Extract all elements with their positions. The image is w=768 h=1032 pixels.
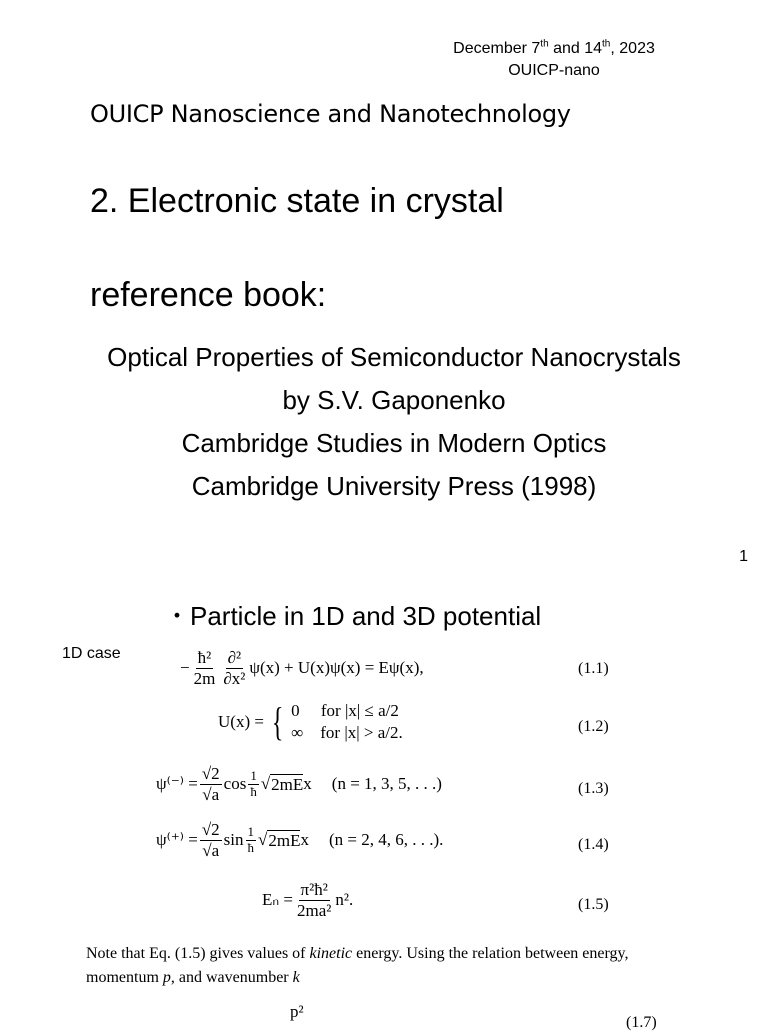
eq-fraction: $\frac{√2}{√a}$ bbox=[201, 820, 220, 860]
sqrt-body: 2mE bbox=[271, 774, 304, 794]
eq-lhs: U(x) = bbox=[218, 712, 264, 731]
eq-lhs: Eₙ = bbox=[262, 890, 293, 910]
eq-sign: − bbox=[180, 658, 190, 678]
case-label: 1D case bbox=[62, 645, 121, 662]
equation-number: (1.3) bbox=[578, 780, 609, 797]
sqrt-sign: √ bbox=[260, 774, 271, 794]
org-line: OUICP-nano bbox=[508, 62, 600, 79]
reference-line: Cambridge Studies in Modern Optics bbox=[181, 428, 607, 458]
eq-fraction: $\frac{1}{ħ}$ bbox=[247, 823, 254, 855]
eq-var: x bbox=[303, 774, 312, 794]
equation-number: (1.7) bbox=[626, 1014, 657, 1031]
eq-fraction: $\frac{\text{ħ²}}{2m}$ bbox=[193, 648, 216, 688]
reference-book bbox=[0, 336, 768, 508]
reference-line: Optical Properties of Semiconductor Nanocrystals bbox=[107, 342, 681, 372]
eq-rhs: n². bbox=[335, 890, 354, 910]
equation-1-1 bbox=[180, 648, 424, 688]
course-title: OUICP Nanoscience and Nanotechnology bbox=[90, 100, 571, 128]
eq-body: ψ(x) + U(x)ψ(x) = Eψ(x), bbox=[249, 658, 424, 678]
date-sup: th bbox=[540, 38, 549, 50]
eq-condition: (n = 2, 4, 6, . . .). bbox=[328, 830, 444, 850]
reference-line: by S.V. Gaponenko bbox=[282, 385, 506, 415]
eq-lhs: ψ⁽⁺⁾ = bbox=[156, 830, 198, 850]
cutoff-equation: p² bbox=[290, 1002, 304, 1021]
sqrt-sign: √ bbox=[258, 830, 268, 850]
note-paragraph: Note that Eq. (1.5) gives values of kinetic energy. Using the relation between energy, momentum p, and wavenumber k bbox=[86, 945, 629, 986]
date-line bbox=[404, 38, 704, 60]
eq-fraction: $\frac{1}{ħ}$ bbox=[250, 767, 257, 799]
chapter-title: 2. Electronic state in crystal bbox=[90, 182, 504, 220]
eq-var: x bbox=[300, 830, 309, 850]
eq-cases: 0 for |x| ≤ a/2 ∞ for |x| > a/2. bbox=[291, 701, 403, 742]
brace-glyph: { bbox=[271, 699, 284, 744]
note-emphasis: kinetic bbox=[309, 945, 353, 962]
eq-fraction: $\frac{√2}{√a}$ bbox=[201, 764, 220, 804]
equation-number: (1.5) bbox=[578, 896, 609, 913]
equation-1-4 bbox=[156, 820, 443, 860]
header-date bbox=[404, 38, 704, 82]
page-number: 1 bbox=[739, 548, 748, 565]
eq-function: cos bbox=[223, 774, 247, 794]
equation-number: (1.4) bbox=[578, 836, 609, 853]
eq-fraction: $\frac{\text{∂²}}{\text{∂x²}}$ bbox=[223, 648, 246, 688]
equation-1-3 bbox=[156, 764, 442, 804]
equation-number: (1.2) bbox=[578, 718, 609, 735]
date-text: and 14 bbox=[548, 40, 603, 57]
equation-1-2 bbox=[218, 700, 403, 744]
eq-function: sin bbox=[223, 830, 244, 850]
section-title: ・Particle in 1D and 3D potential bbox=[164, 601, 542, 631]
date-text: December 7 bbox=[453, 40, 541, 57]
equation-1-5 bbox=[262, 880, 353, 920]
equation-number: (1.1) bbox=[578, 660, 609, 677]
reference-heading: reference book: bbox=[90, 276, 327, 314]
eq-lhs: ψ⁽⁻⁾ = bbox=[156, 774, 198, 794]
eq-fraction: $\frac{\text{π²ħ²}}{\text{2ma²}}$ bbox=[297, 880, 332, 920]
eq-condition: (n = 1, 3, 5, . . .) bbox=[331, 774, 442, 794]
sqrt-body: 2mE bbox=[268, 830, 301, 850]
date-text: , 2023 bbox=[610, 40, 655, 57]
reference-line: Cambridge University Press (1998) bbox=[191, 471, 597, 501]
date-sup: th bbox=[602, 38, 611, 50]
